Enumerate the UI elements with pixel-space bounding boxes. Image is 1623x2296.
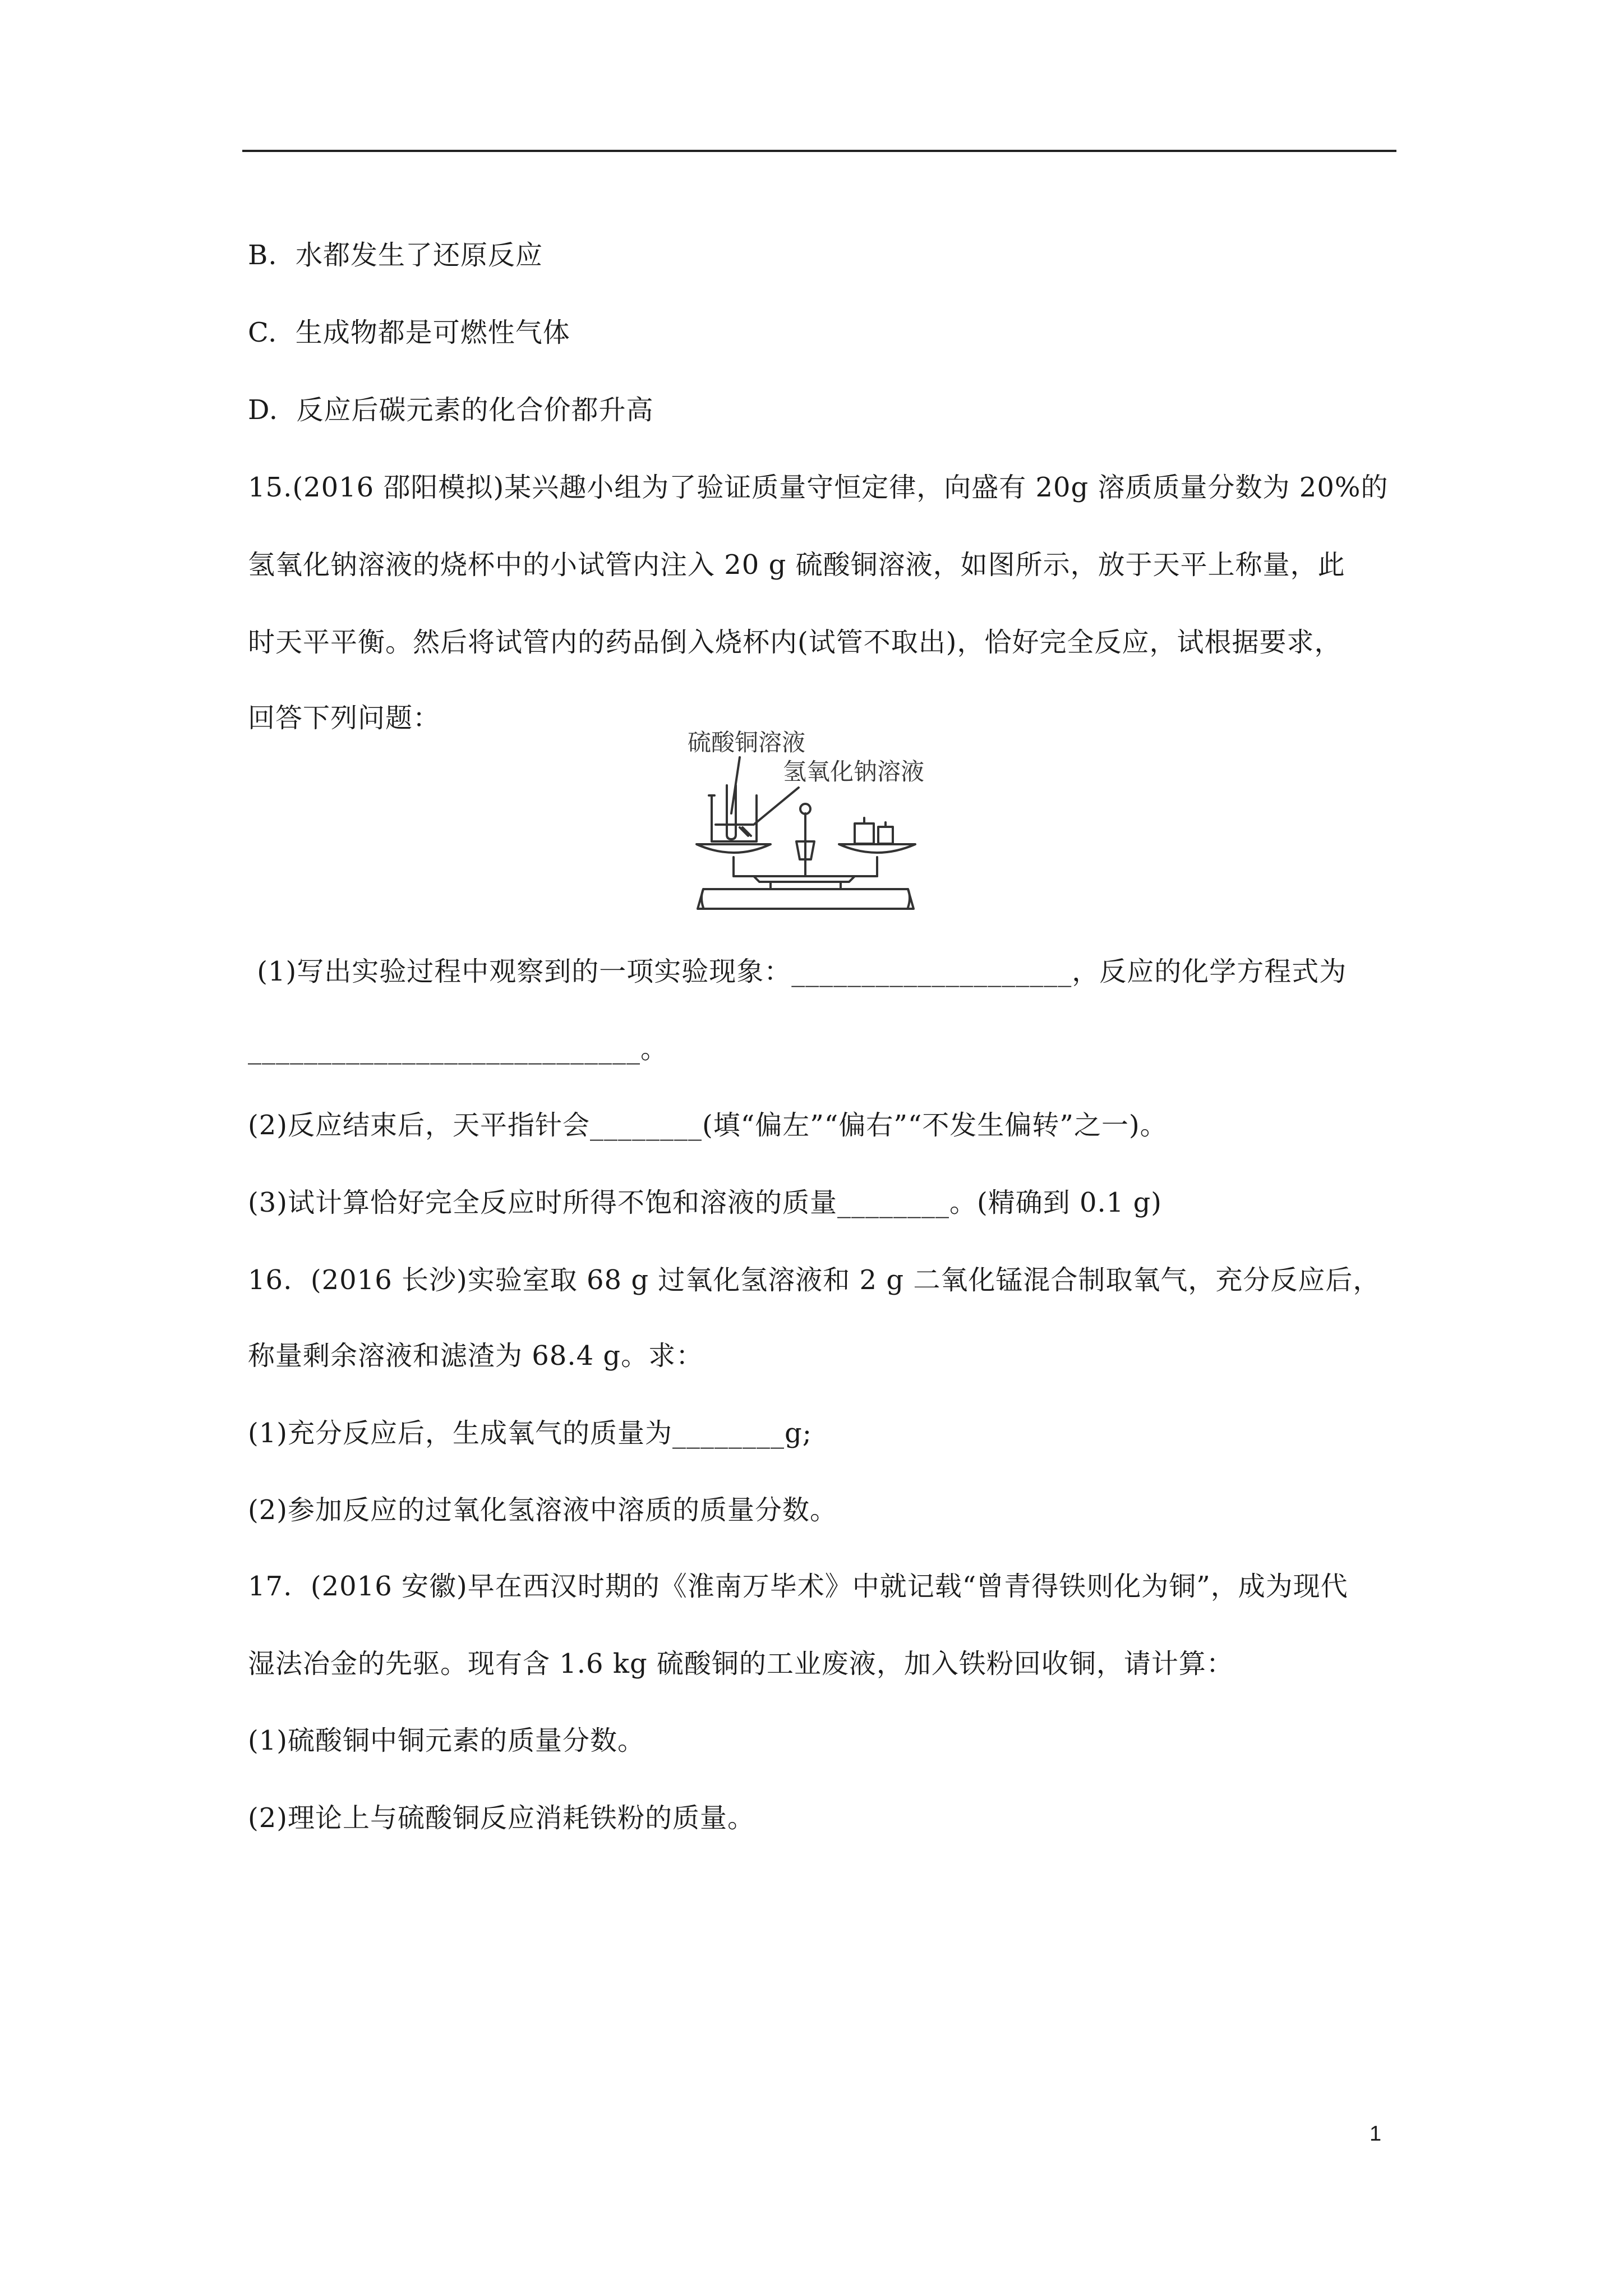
sub-question-15-2: (2)反应结束后，天平指针会________(填“偏左”“偏右”“不发生偏转”之一)。	[248, 1110, 1168, 1141]
balance-scale-drawing	[686, 729, 933, 914]
question-15-line-3: 时天平平衡。然后将试管内的药品倒入烧杯内(试管不取出)，恰好完全反应，试根据要求，	[248, 627, 1342, 658]
figure-label-copper-sulfate: 硫酸铜溶液	[688, 729, 806, 756]
balance-figure	[686, 729, 933, 914]
header-rule	[242, 150, 1396, 152]
question-16-line-2: 称量剩余溶液和滤渣为 68.4 g。求：	[248, 1340, 704, 1372]
question-15-line-1: 15.(2016 邵阳模拟)某兴趣小组为了验证质量守恒定律，向盛有 20g 溶质质量分数为 20%的	[248, 472, 1389, 503]
question-17-line-2: 湿法冶金的先驱。现有含 1.6 kg 硫酸铜的工业废液，加入铁粉回收铜，请计算：	[248, 1648, 1234, 1680]
sub-question-16-1: (1)充分反应后，生成氧气的质量为________g;	[248, 1418, 812, 1449]
sub-question-15-1: (1)写出实验过程中观察到的一项实验现象：____________________，反应的化学方程式为	[248, 956, 1347, 987]
figure-label-sodium-hydroxide: 氢氧化钠溶液	[783, 758, 925, 785]
sub-question-15-1-blank: ____________________________。	[248, 1033, 668, 1065]
option-d: D. 反应后碳元素的化合价都升高	[248, 394, 654, 426]
sub-question-16-2: (2)参加反应的过氧化氢溶液中溶质的质量分数。	[248, 1494, 837, 1526]
question-16-line-1: 16. (2016 长沙)实验室取 68 g 过氧化氢溶液和 2 g 二氧化锰混合制取氧气，充分反应后，	[248, 1264, 1381, 1296]
question-15-line-4: 回答下列问题：	[248, 702, 441, 734]
page-number: 1	[1370, 2122, 1382, 2146]
option-b: B. 水都发生了还原反应	[248, 240, 543, 271]
question-15-line-2: 氢氧化钠溶液的烧杯中的小试管内注入 20 g 硫酸铜溶液，如图所示，放于天平上称量，此	[248, 549, 1345, 581]
sub-question-17-2: (2)理论上与硫酸铜反应消耗铁粉的质量。	[248, 1802, 755, 1834]
option-c: C. 生成物都是可燃性气体	[248, 317, 570, 348]
question-17-line-1: 17. (2016 安徽)早在西汉时期的《淮南万毕术》中就记载“曾青得铁则化为铜”，成为现代	[248, 1571, 1348, 1602]
sub-question-15-3: (3)试计算恰好完全反应时所得不饱和溶液的质量________。(精确到 0.1 g)	[248, 1187, 1163, 1218]
sub-question-17-1: (1)硫酸铜中铜元素的质量分数。	[248, 1725, 645, 1756]
